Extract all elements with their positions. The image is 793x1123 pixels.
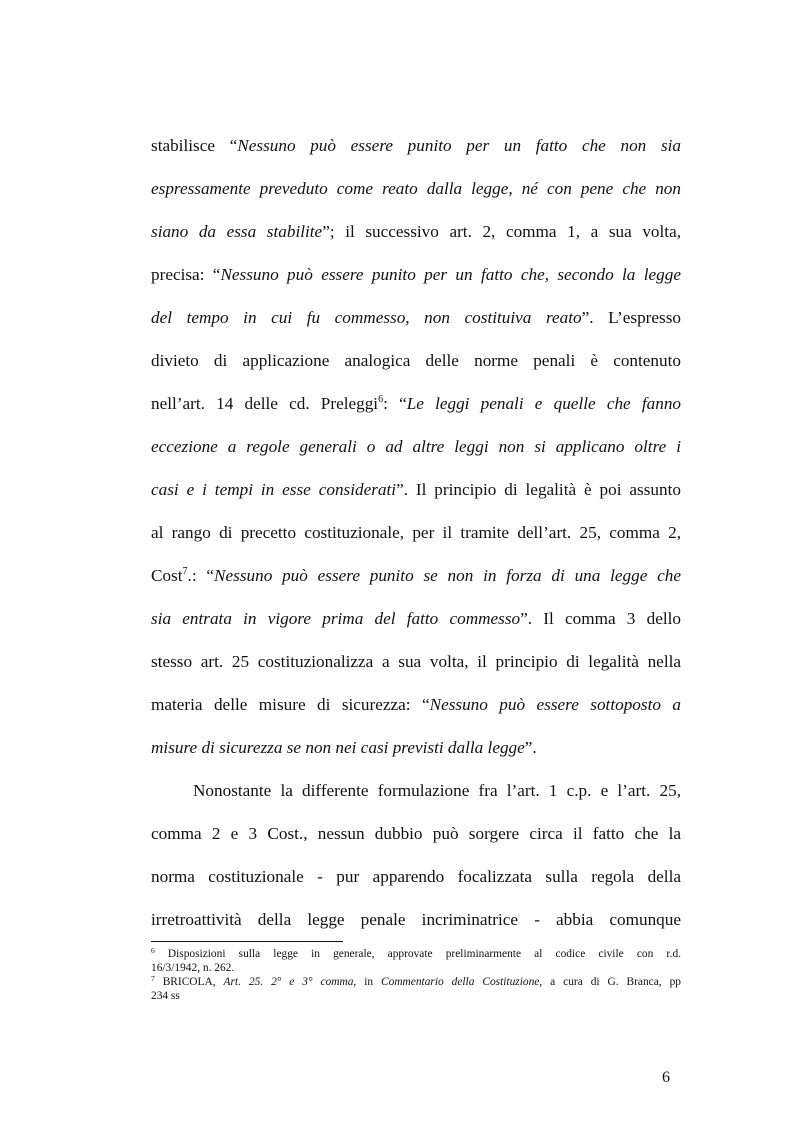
text-line: espressamente preveduto come reato dalla legge, né con pene che non [151,179,681,198]
page-number: 6 [662,1069,670,1086]
text-line: nell’art. 14 delle cd. Preleggi$^6$: “Le leggi penali e quelle che fanno [151,394,682,413]
text-line: divieto di applicazione analogica delle norme penali è contenuto [151,351,681,370]
text-line: stesso art. 25 costituzionalizza a sua volta, il principio di legalità nella [151,652,681,671]
text-line: misure di sicurezza se non nei casi previsti dalla legge”. [151,738,537,757]
text-line: materia delle misure di sicurezza: “Nessuno può essere sottoposto a [151,695,681,714]
footnote-ref: 6 [378,394,384,405]
text-line: siano da essa stabilite”; il successivo art. 2, comma 1, a sua volta, [151,222,681,241]
text-line: sia entrata in vigore prima del fatto commesso”. Il comma 3 dello [151,609,681,628]
text-line: del tempo in cui fu commesso, non costituiva reato”. L’espresso [151,308,681,327]
text-line: eccezione a regole generali o ad altre leggi non si applicano oltre i [151,437,681,456]
footnote-ref: 7 [182,566,188,577]
footnote: $^6$ Disposizioni sulla legge in generale, approvate preliminarmente al codice civile con r.d. [151,946,681,960]
footnote-divider [151,941,343,942]
text-line: al rango di precetto costituzionale, per il tramite dell’art. 25, comma 2, [151,523,681,542]
footnote: $^7$ BRICOLA, Art. 25. 2° e 3° comma, in Commentario della Costituzione, a cura di G. Branca, pp [151,974,681,988]
text-line: irretroattività della legge penale incriminatrice - abbia comunque [151,910,681,929]
footnote: 234 ss [151,990,180,1002]
text-line: Nonostante la differente formulazione fra l’art. 1 c.p. e l’art. 25, [193,781,681,800]
text-line: stabilisce “Nessuno può essere punito per un fatto che non sia [151,136,681,155]
text-line: casi e i tempi in esse considerati”. Il principio di legalità è poi assunto [151,480,681,499]
text-line: norma costituzionale - pur apparendo focalizzata sulla regola della [151,867,681,886]
text-line: Cost$^7$.: “Nessuno può essere punito se non in forza di una legge che [151,566,681,585]
text-line: comma 2 e 3 Cost., nessun dubbio può sorgere circa il fatto che la [151,824,681,843]
text-line: precisa: “Nessuno può essere punito per un fatto che, secondo la legge [151,265,681,284]
footnote: 16/3/1942, n. 262. [151,962,235,974]
